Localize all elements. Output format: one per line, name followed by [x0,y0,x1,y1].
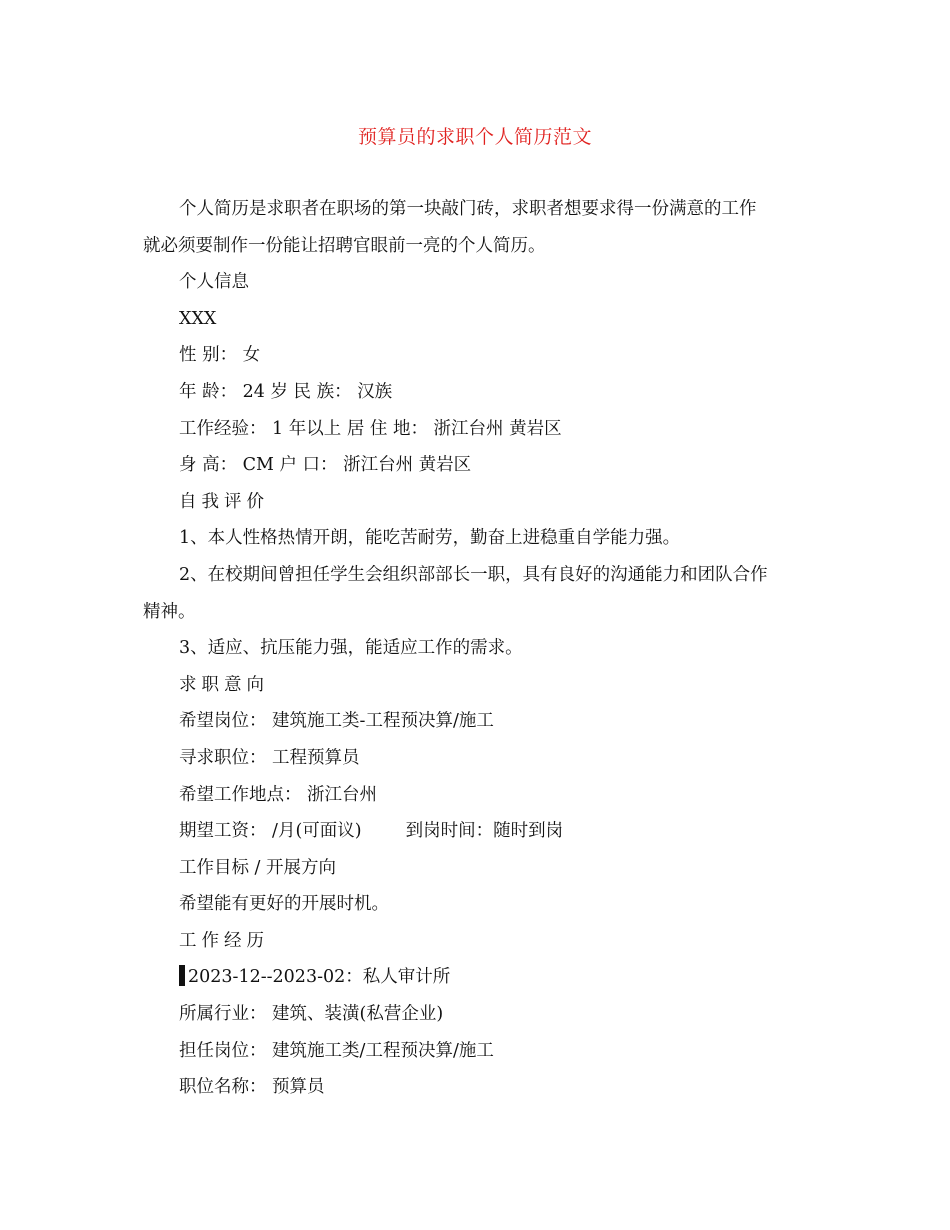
height-hukou-field: 身 高： CM 户 口： 浙江台州 黄岩区 [179,455,472,476]
desired-position-field: 希望岗位： 建筑施工类-工程预决算/施工 [179,711,494,732]
intro-line-2: 就必须要制作一份能让招聘官眼前一亮的个人简历。 [143,235,546,256]
work-goal-heading: 工作目标 / 开展方向 [179,857,337,878]
work-goal-text: 希望能有更好的开展时机。 [179,894,389,915]
section-heading-job-intention: 求职意向 [179,674,269,695]
self-evaluation-item-1: 1、本人性格热情开朗，能吃苦耐劳，勤奋上进稳重自学能力强。 [179,528,681,549]
self-evaluation-item-3: 3、适应、抗压能力强，能适应工作的需求。 [179,638,523,659]
seeking-position-field: 寻求职位： 工程预算员 [179,747,360,768]
age-ethnicity-field: 年 龄： 24 岁 民 族： 汉族 [179,381,393,402]
candidate-name: XXX [179,308,217,329]
intro-line-1: 个人简历是求职者在职场的第一块敲门砖，求职者想要求得一份满意的工作 [179,199,757,219]
section-heading-personal-info: 个人信息 [179,272,249,293]
start-time-field: 到岗时间：随时到岗 [405,821,564,842]
self-evaluation-item-2-line-1: 2、在校期间曾担任学生会组织部部长一职，具有良好的沟通能力和团队合作 [179,564,768,585]
job-period-field: 2023-12--2023-02：私人审计所 [188,967,451,988]
industry-field: 所属行业： 建筑、装潢(私营企业) [179,1004,444,1025]
self-evaluation-item-2-line-2: 精神。 [143,601,196,622]
gender-field: 性 别： 女 [179,345,261,366]
section-heading-self-evaluation: 自我评价 [179,491,269,512]
desired-location-field: 希望工作地点： 浙江台州 [179,784,378,805]
document-title: 预算员的求职个人简历范文 [357,126,592,148]
job-position-field: 担任岗位： 建筑施工类/工程预决算/施工 [179,1040,494,1061]
salary-start-row [143,813,808,850]
job-period-row [143,959,808,996]
expected-salary-field: 期望工资： /月(可面议) [179,821,362,842]
document-body [143,191,808,1106]
bullet-bar-icon [179,965,185,986]
section-heading-work-experience: 工作经历 [179,930,269,951]
experience-residence-field: 工作经验： 1 年以上 居 住 地： 浙江台州 黄岩区 [179,418,562,439]
job-title-field: 职位名称： 预算员 [179,1077,325,1098]
